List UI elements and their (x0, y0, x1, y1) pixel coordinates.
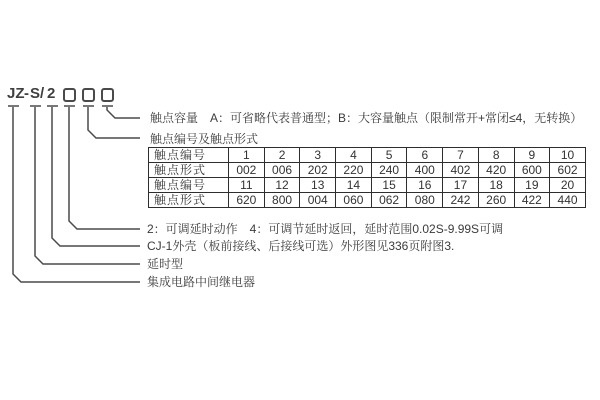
table-cell: 600 (514, 163, 550, 178)
table-cell: 422 (514, 193, 550, 208)
table-cell: 13 (300, 178, 336, 193)
table-cell: 002 (229, 163, 265, 178)
leader-line-delay (69, 107, 140, 229)
table-cell: 8 (478, 148, 514, 163)
model-segment-s: S (30, 85, 41, 102)
label-contact-capacity: 触点容量 A：可省略代表普通型；B：大容量触点（限制常开+常闭≤4，无转换） (150, 111, 583, 125)
contact-table (148, 147, 586, 208)
table-cell: 800 (264, 193, 300, 208)
table-row-header: 触点形式 (149, 163, 229, 178)
label-case-type: CJ-1外壳（板前接线、后接线可选）外形图见336页附图3. (147, 239, 455, 253)
table-cell: 12 (264, 178, 300, 193)
option-box-capacity-code-icon (101, 88, 114, 102)
table-cell: 1 (229, 148, 265, 163)
table-cell: 006 (264, 163, 300, 178)
table-cell: 400 (407, 163, 443, 178)
table-cell: 6 (407, 148, 443, 163)
table-row-header: 触点编号 (149, 178, 229, 193)
table-row-header: 触点编号 (149, 148, 229, 163)
leader-line-case (52, 107, 140, 246)
table-cell: 10 (550, 148, 586, 163)
label-delay-codes: 2：可调延时动作 4：可调节延时返回，延时范围0.02S-9.99S可调 (147, 222, 504, 236)
table-cell: 242 (443, 193, 479, 208)
table-cell: 5 (371, 148, 407, 163)
table-cell: 080 (407, 193, 443, 208)
table-cell: 062 (371, 193, 407, 208)
option-box-contact-code-icon (82, 88, 95, 102)
model-segment-slash: / (40, 85, 45, 102)
table-cell: 240 (371, 163, 407, 178)
table-cell: 19 (514, 178, 550, 193)
table-cell: 3 (300, 148, 336, 163)
table-cell: 16 (407, 178, 443, 193)
table-row (149, 178, 586, 193)
table-cell: 15 (371, 178, 407, 193)
table-cell: 17 (443, 178, 479, 193)
table-cell: 260 (478, 193, 514, 208)
table-cell: 440 (550, 193, 586, 208)
leader-line-capacity (107, 107, 140, 118)
table-cell: 060 (336, 193, 372, 208)
table-cell: 620 (229, 193, 265, 208)
table-cell: 7 (443, 148, 479, 163)
table-cell: 220 (336, 163, 372, 178)
contact-table-wrapper (148, 147, 586, 208)
table-cell: 402 (443, 163, 479, 178)
table-cell: 11 (229, 178, 265, 193)
label-product-name: 集成电路中间继电器 (147, 275, 256, 289)
table-cell: 602 (550, 163, 586, 178)
table-cell: 14 (336, 178, 372, 193)
table-cell: 420 (478, 163, 514, 178)
table-cell: 4 (336, 148, 372, 163)
option-box-delay-code-icon (63, 88, 76, 102)
table-row-header: 触点形式 (149, 193, 229, 208)
table-row (149, 193, 586, 208)
leader-line-contact (88, 107, 140, 138)
leader-line-product (13, 107, 140, 282)
contact-table-body (149, 148, 586, 208)
model-segment-jz: JZ (7, 85, 25, 102)
table-cell: 2 (264, 148, 300, 163)
table-cell: 18 (478, 178, 514, 193)
table-row (149, 148, 586, 163)
table-cell: 20 (550, 178, 586, 193)
table-cell: 9 (514, 148, 550, 163)
model-segment-2: 2 (47, 85, 56, 102)
label-contact-heading: 触点编号及触点形式 (150, 132, 259, 146)
table-cell: 202 (300, 163, 336, 178)
table-row (149, 163, 586, 178)
table-cell: 004 (300, 193, 336, 208)
label-delay-type: 延时型 (147, 257, 184, 271)
model-segment-dash: - (24, 85, 29, 102)
